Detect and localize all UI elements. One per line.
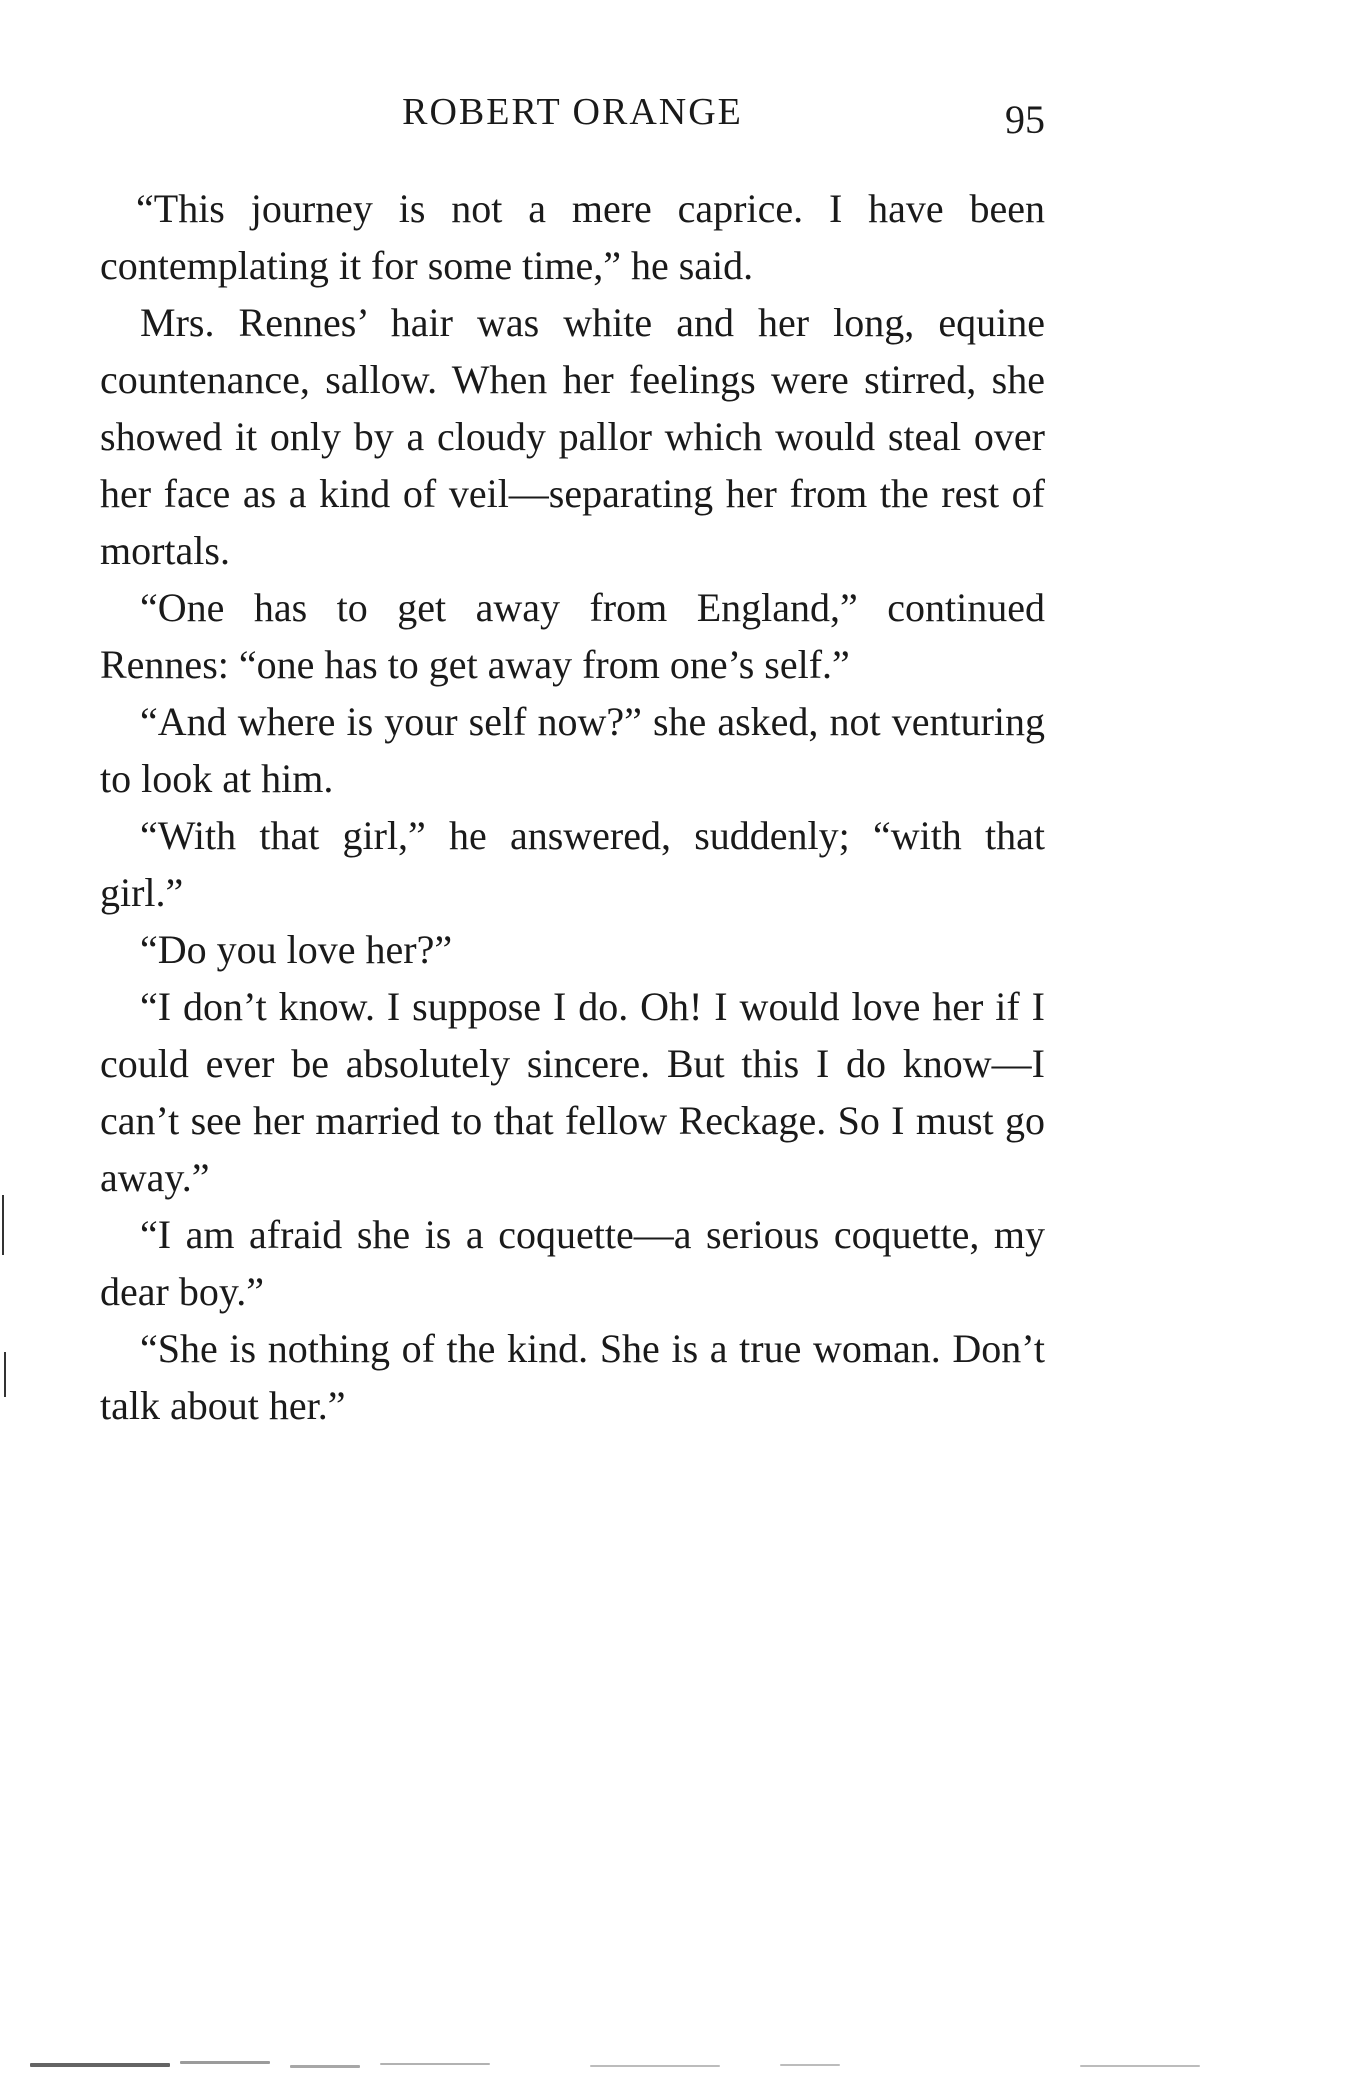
paragraph-9: “She is nothing of the kind. She is a true woman. Don’t talk about her.” (100, 1326, 1045, 1428)
scan-speck (30, 2063, 170, 2067)
paragraph-2: Mrs. Rennes’ hair was white and her long, equine countenance, sallow. When her feelings were stirred, she showed it only by a cloudy pallor which would steal over her face as a kind of veil—separating her from the rest of mortals. (100, 300, 1045, 573)
paragraph-3: “One has to get away from England,” continued Rennes: “one has to get away from one’s self.” (100, 585, 1045, 687)
paragraph-6: “Do you love her?” (140, 927, 453, 972)
paragraph-4: “And where is your self now?” she asked, not venturing to look at him. (100, 699, 1045, 801)
paragraph-5: “With that girl,” he answered, suddenly; “with that girl.” (100, 813, 1045, 915)
running-title: ROBERT ORANGE (402, 91, 743, 133)
scan-edge-noise (0, 2049, 1350, 2073)
running-head (100, 82, 1045, 142)
scan-speck (1080, 2065, 1200, 2067)
scan-speck (780, 2064, 840, 2066)
scan-speck (380, 2063, 490, 2065)
body-text (100, 180, 1045, 1434)
paragraph-1: “This journey is not a mere caprice. I have been contemplating it for some time,” he said. (100, 186, 1045, 288)
scan-speck (590, 2065, 720, 2067)
paragraph-7: “I don’t know. I suppose I do. Oh! I would love her if I could ever be absolutely sincere. But this I do know—I can’t see her married to that fellow Reckage. So I must go away.” (100, 984, 1045, 1200)
left-margin-mark (4, 1352, 6, 1397)
scan-speck (180, 2061, 270, 2064)
scan-speck (290, 2065, 360, 2068)
page-number: 95 (1005, 97, 1045, 142)
paragraph-8: “I am afraid she is a coquette—a serious coquette, my dear boy.” (100, 1212, 1045, 1314)
left-margin-mark (2, 1195, 4, 1255)
